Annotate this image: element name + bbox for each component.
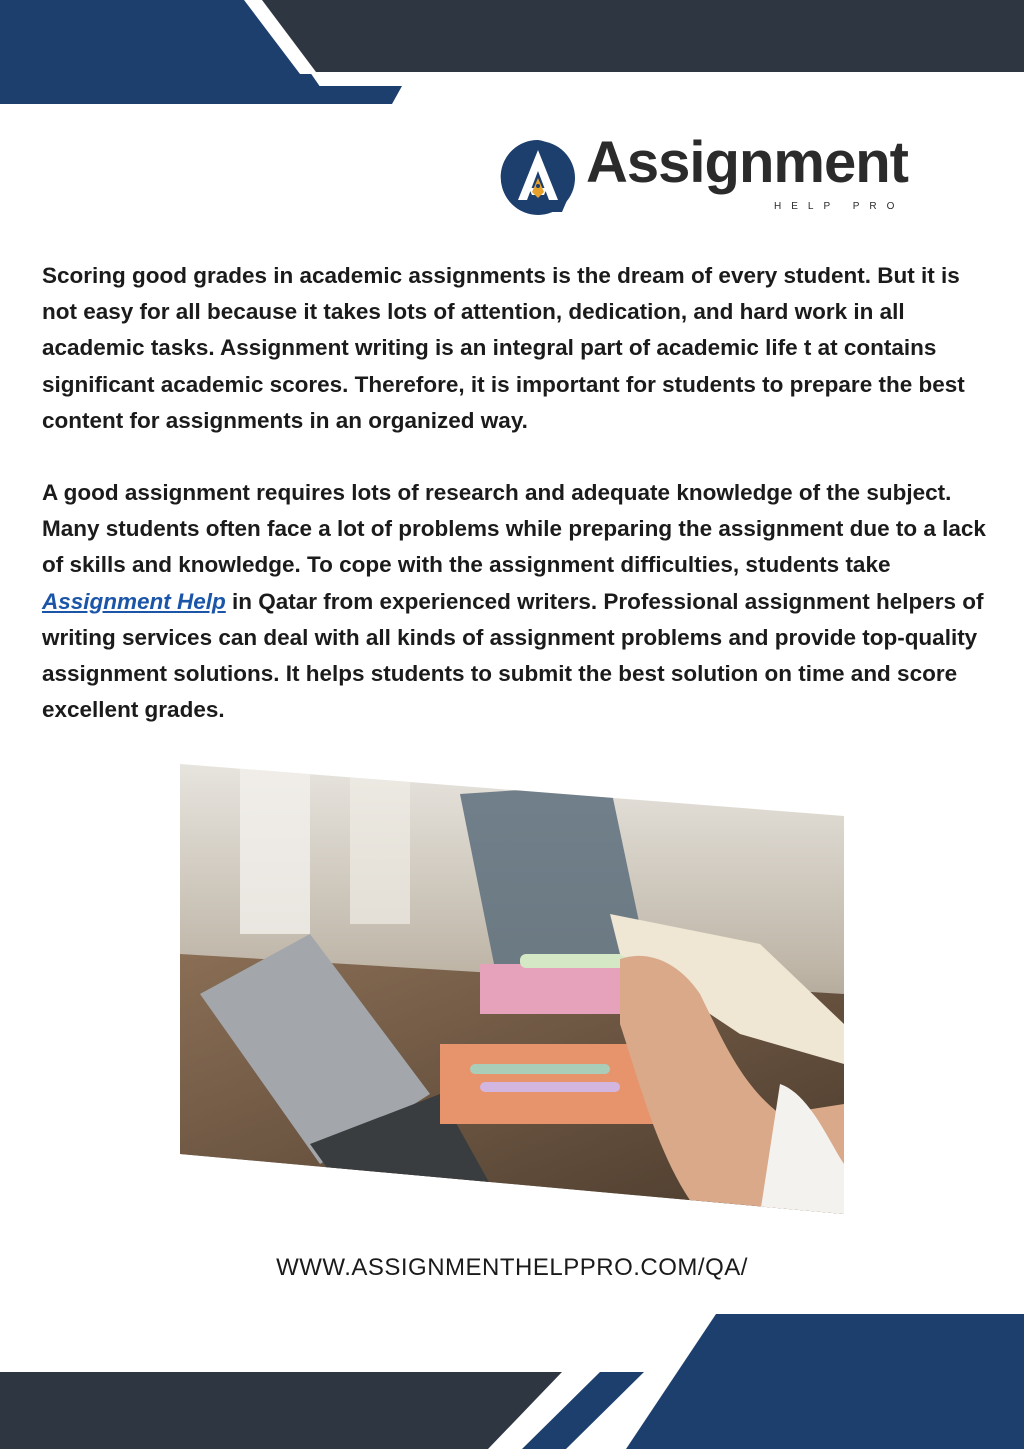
pen-nib-a-icon [498,138,578,218]
bottom-charcoal-band [0,1372,562,1449]
top-decoration [0,0,1024,110]
website-url[interactable]: WWW.ASSIGNMENTHELPPRO.COM/QA/ [276,1254,748,1281]
bottom-navy-slash [522,1372,644,1449]
paragraph-help-end: in Qatar from experienced writers. Professional assignment helpers of writing services can deal with all kinds of assignment problems and provide top-quality assignment solutions. It helps students to submit the best solution on time and score excellent grades. [42,588,984,723]
article-body [42,258,987,728]
brand-logo[interactable] [498,130,908,218]
top-navy-strip [0,86,402,104]
logo-wordmark: Assignment [586,130,908,195]
logo-subtitle: HELP PRO [774,201,905,212]
paragraph-help [42,475,987,728]
assignment-help-link[interactable]: Assignment Help [42,588,226,614]
top-charcoal-band [262,0,1024,72]
bottom-navy-band [626,1314,1024,1449]
paragraph-intro: Scoring good grades in academic assignments is the dream of every student. But it is not easy for all because it takes lots of attention, dedication, and hard work in all academic tasks. Assignment writing is an integral part of academic life t at contains significant academic scores. Therefore, it is important for students to prepare the best content for assignments in an organized way. [42,263,965,433]
paragraph-help-start: A good assignment requires lots of research and adequate knowledge of the subject. Many students often face a lot of problems while preparing the assignment due to a lack of skills and knowledge. To cope with the assignment difficulties, students take [42,480,986,578]
desk-study-photo [180,764,844,1214]
